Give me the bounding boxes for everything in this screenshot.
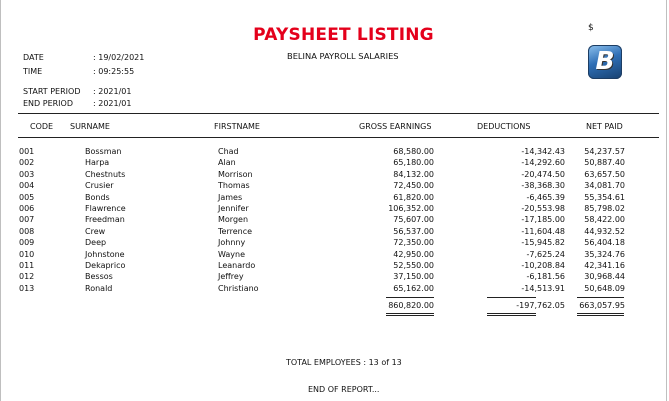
row-gross: 68,580.00 <box>393 147 434 156</box>
row-net: 34,081.70 <box>584 181 625 191</box>
row-deductions: -14,342.43 <box>521 147 565 156</box>
end-of-report: END OF REPORT... <box>308 385 380 394</box>
row-gross: 106,352.00 <box>388 204 434 213</box>
totals-row <box>1 301 669 312</box>
table-row <box>1 238 669 249</box>
row-net: 50,887.40 <box>584 158 625 168</box>
row-code: 008 <box>19 226 35 236</box>
gross-total: 860,820.00 <box>388 301 434 310</box>
company-logo-icon: B <box>588 45 622 79</box>
row-net: 58,422.00 <box>584 215 625 225</box>
gross-total-double-rule-2 <box>386 315 434 316</box>
row-firstname: James <box>218 192 243 202</box>
row-code: 002 <box>19 158 35 168</box>
row-net: 54,237.57 <box>584 147 625 156</box>
table-row <box>1 147 669 158</box>
header-bottom-rule <box>18 137 659 138</box>
time-label: TIME <box>23 67 43 76</box>
row-firstname: Jeffrey <box>218 272 244 282</box>
net-total-double-rule-2 <box>577 315 624 316</box>
row-firstname: Jennifer <box>218 204 249 213</box>
row-gross: 37,150.00 <box>393 272 434 282</box>
row-surname: Bonds <box>85 192 110 202</box>
row-deductions: -17,185.00 <box>521 215 565 225</box>
row-surname: Ronald <box>85 283 113 293</box>
table-row <box>1 193 669 204</box>
row-firstname: Alan <box>218 158 236 168</box>
row-net: 56,404.18 <box>584 238 625 248</box>
row-net: 35,324.76 <box>584 249 625 259</box>
row-code: 013 <box>19 283 35 293</box>
row-surname: Dekaprico <box>85 261 126 270</box>
table-row <box>1 227 669 238</box>
row-net: 85,798.02 <box>584 204 625 213</box>
row-deductions: -6,465.39 <box>526 192 565 202</box>
row-code: 001 <box>19 147 35 156</box>
deductions-total: -197,762.05 <box>516 301 565 310</box>
table-row <box>1 181 669 192</box>
row-firstname: Thomas <box>218 181 250 191</box>
row-deductions: -15,945.82 <box>521 238 565 248</box>
total-employees-label: TOTAL EMPLOYEES : <box>286 358 367 367</box>
row-deductions: -20,553.98 <box>521 204 565 213</box>
row-code: 011 <box>19 261 35 270</box>
row-surname: Bossman <box>85 147 122 156</box>
row-net: 50,648.09 <box>584 283 625 293</box>
row-firstname: Johnny <box>218 238 246 248</box>
row-surname: Johnstone <box>85 249 125 259</box>
deductions-total-rule <box>487 297 536 298</box>
deductions-total-double-rule-2 <box>487 315 536 316</box>
row-gross: 61,820.00 <box>393 192 434 202</box>
row-code: 003 <box>19 169 35 179</box>
date-label: DATE <box>23 53 44 62</box>
column-header-code: CODE <box>30 122 54 131</box>
column-header-firstname: FIRSTNAME <box>214 122 260 131</box>
table-row <box>1 204 669 215</box>
row-surname: Harpa <box>85 158 110 168</box>
row-firstname: Morrison <box>218 169 253 179</box>
header-top-rule <box>18 113 659 114</box>
end-period-value: : 2021/01 <box>93 99 132 108</box>
row-gross: 42,950.00 <box>393 249 434 259</box>
row-surname: Bessos <box>85 272 113 282</box>
company-name: BELINA PAYROLL SALARIES <box>287 51 399 61</box>
table-row <box>1 261 669 272</box>
row-deductions: -38,368.30 <box>521 181 565 191</box>
row-gross: 84,132.00 <box>393 169 434 179</box>
column-header-deductions: DEDUCTIONS <box>477 122 531 131</box>
date-value: : 19/02/2021 <box>93 53 145 62</box>
column-header-net: NET PAID <box>586 122 623 131</box>
row-gross: 65,180.00 <box>393 158 434 168</box>
row-gross: 75,607.00 <box>393 215 434 225</box>
row-deductions: -11,604.48 <box>521 226 565 236</box>
row-surname: Chestnuts <box>85 169 126 179</box>
row-gross: 56,537.00 <box>393 226 434 236</box>
row-firstname: Chad <box>218 147 239 156</box>
row-code: 005 <box>19 192 35 202</box>
deductions-total-double-rule-1 <box>487 313 536 314</box>
gross-total-double-rule-1 <box>386 313 434 314</box>
table-row <box>1 284 669 295</box>
row-gross: 52,550.00 <box>393 261 434 270</box>
row-deductions: -10,208.84 <box>521 261 565 270</box>
column-header-gross: GROSS EARNINGS <box>359 122 432 131</box>
row-firstname: Morgen <box>218 215 249 225</box>
net-total: 663,057.95 <box>579 301 625 310</box>
row-deductions: -7,625.24 <box>526 249 565 259</box>
row-code: 012 <box>19 272 35 282</box>
row-net: 63,657.50 <box>584 169 625 179</box>
table-row <box>1 272 669 283</box>
row-code: 006 <box>19 204 35 213</box>
row-firstname: Wayne <box>218 249 246 259</box>
start-period-label: START PERIOD <box>23 87 81 96</box>
total-employees-count: 13 of 13 <box>368 358 402 367</box>
row-gross: 65,162.00 <box>393 283 434 293</box>
row-firstname: Leanardo <box>218 261 256 270</box>
table-row <box>1 158 669 169</box>
row-deductions: -14,292.60 <box>521 158 565 168</box>
row-code: 004 <box>19 181 35 191</box>
net-total-rule <box>577 297 624 298</box>
row-net: 30,968.44 <box>584 272 625 282</box>
net-total-double-rule-1 <box>577 313 624 314</box>
row-net: 55,354.61 <box>584 192 625 202</box>
row-deductions: -20,474.50 <box>521 169 565 179</box>
row-deductions: -14,513.91 <box>521 283 565 293</box>
start-period-value: : 2021/01 <box>93 87 132 96</box>
report-title: PAYSHEET LISTING <box>253 25 434 45</box>
row-deductions: -6,181.56 <box>526 272 565 282</box>
row-surname: Freedman <box>85 215 125 225</box>
time-value: : 09:25:55 <box>93 67 135 76</box>
total-employees <box>286 358 402 367</box>
row-net: 44,932.52 <box>584 226 625 236</box>
row-surname: Crusier <box>85 181 114 191</box>
row-firstname: Christiano <box>218 283 259 293</box>
table-row <box>1 170 669 181</box>
row-code: 007 <box>19 215 35 225</box>
row-code: 010 <box>19 249 35 259</box>
row-firstname: Terrence <box>218 226 253 236</box>
table-row <box>1 250 669 261</box>
column-header-surname: SURNAME <box>70 122 110 131</box>
gross-total-rule <box>386 297 434 298</box>
currency-symbol: $ <box>588 23 594 33</box>
table-row <box>1 215 669 226</box>
row-gross: 72,450.00 <box>393 181 434 191</box>
row-surname: Crew <box>85 226 106 236</box>
row-net: 42,341.16 <box>584 261 625 270</box>
row-gross: 72,350.00 <box>393 238 434 248</box>
row-surname: Deep <box>85 238 107 248</box>
row-code: 009 <box>19 238 35 248</box>
end-period-label: END PERIOD <box>23 99 73 108</box>
row-surname: Flawrence <box>85 204 126 213</box>
